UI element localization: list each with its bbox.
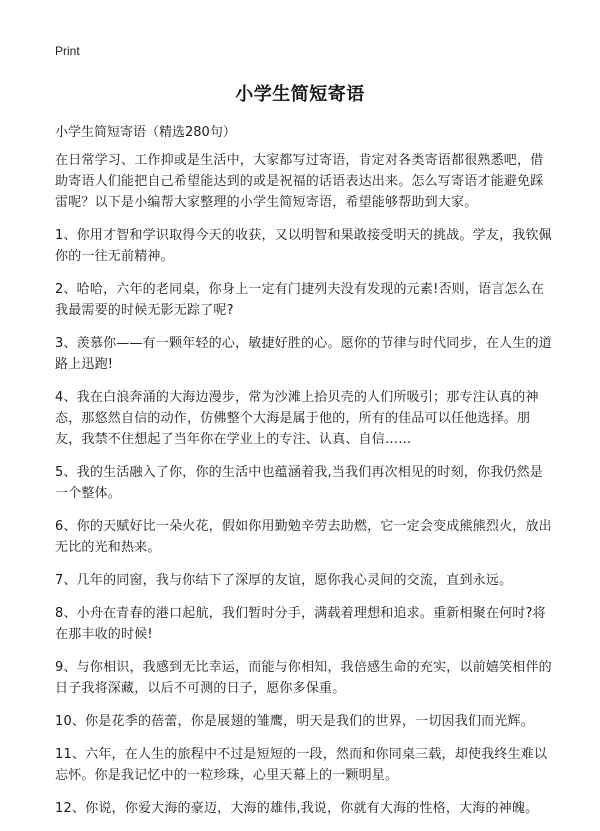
page-title: 小学生简短寄语 — [235, 84, 365, 105]
message-item: 1、你用才智和学识取得今天的收获，又以明智和果敢接受明天的挑战。学友，我钦佩你的一往无前精神。 — [55, 228, 552, 264]
document-body — [55, 150, 553, 831]
message-item: 6、你的天赋好比一朵火花，假如你用勤勉辛劳去助燃，它一定会变成熊熊烈火，放出无比的光和热来。 — [55, 519, 552, 555]
message-item: 5、我的生活融入了你，你的生活中也蕴涵着我,当我们再次相见的时刻，你我仍然是一个整体。 — [55, 465, 544, 501]
message-item: 7、几年的同窗，我与你结下了深厚的友谊，愿你我心灵间的交流，直到永远。 — [55, 573, 513, 588]
message-item: 9、与你相识，我感到无比幸运，而能与你相知，我倍感生命的充实，以前嬉笑相伴的日子我将深藏，以后不可测的日子，愿你多保重。 — [55, 660, 552, 696]
message-item: 2、哈哈，六年的老同桌，你身上一定有门捷列夫没有发现的元素!否则，语言怎么在我最需要的时候无影无踪了呢? — [55, 282, 545, 318]
message-item: 3、羡慕你——有一颗年轻的心，敏捷好胜的心。愿你的节律与时代同步，在人生的道路上迅跑! — [55, 336, 552, 372]
intro-paragraph: 在日常学习、工作抑或是生活中，大家都写过寄语，肯定对各类寄语都很熟悉吧，借助寄语人们能把自己希望能达到的或是祝福的话语表达出来。怎么写寄语才能避免踩雷呢？以下是小编帮大家整理的小学生简短寄语，希望能够帮助到大家。 — [55, 153, 544, 210]
message-item: 10、你是花季的蓓蕾，你是展翅的雏鹰，明天是我们的世界，一切因我们而光辉。 — [55, 714, 534, 729]
message-item: 8、小舟在青春的港口起航，我们暂时分手，满载着理想和追求。重新相聚在何时?将在那丰收的时候! — [55, 606, 546, 642]
message-item: 4、我在白浪奔涌的大海边漫步，常为沙滩上拾贝壳的人们所吸引；那专注认真的神态，那悠然自信的动作，仿佛整个大海是属于他的，所有的佳品可以任他选择。朋友，我禁不住想起了当年你在学业上的专注、认真、自信…… — [55, 390, 539, 447]
print-link[interactable]: Print — [55, 44, 80, 58]
document-subtitle: 小学生简短寄语（精选280句） — [55, 125, 236, 140]
message-item: 12、你说，你爱大海的豪迈，大海的雄伟,我说，你就有大海的性格，大海的神魄。 — [55, 801, 539, 816]
message-item: 11、六年，在人生的旅程中不过是短短的一段，然而和你同桌三载，却使我终生难以忘怀。你是我记忆中的一粒珍珠，心里天幕上的一颗明星。 — [55, 747, 548, 783]
